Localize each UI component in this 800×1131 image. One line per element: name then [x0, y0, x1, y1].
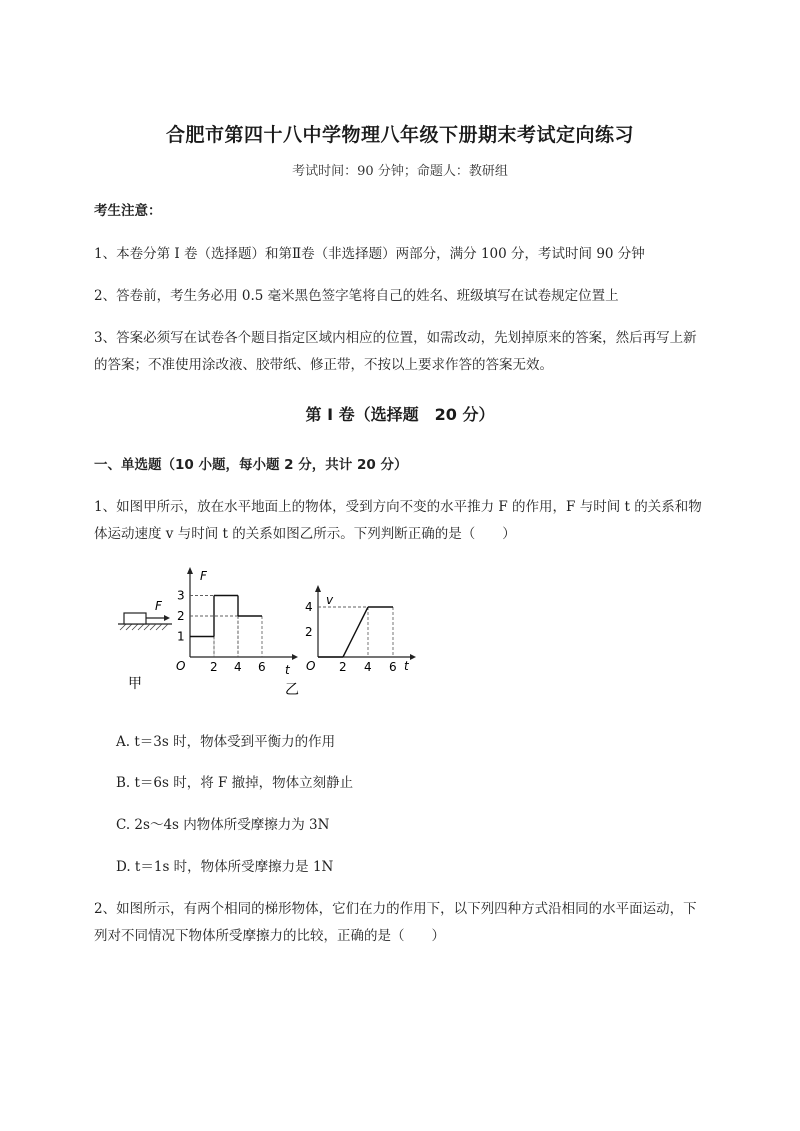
t-axis-label-1: t [285, 663, 290, 677]
origin-label-1: O [176, 659, 186, 673]
v-xtick-label: 4 [364, 660, 372, 674]
section-title: 第 I 卷（选择题 20 分） [305, 405, 495, 424]
notice-heading: 考生注意： [94, 203, 162, 219]
f-axis-label: F [200, 569, 207, 583]
label-yi: 乙 [285, 682, 299, 697]
v-ytick-label: 2 [305, 625, 313, 639]
f-t-graph [176, 567, 298, 677]
v-xtick-label: 2 [339, 660, 347, 674]
option-a[interactable]: A. t＝3s 时，物体受到平衡力的作用 [116, 734, 336, 750]
v-xtick-label: 6 [389, 660, 397, 674]
part-title: 一、单选题（10 小题，每小题 2 分，共计 20 分） [94, 457, 408, 473]
origin-label-2: O [306, 659, 316, 673]
v-axis-label: v [326, 593, 334, 607]
f-xtick-label: 4 [234, 660, 242, 674]
f-ytick-label: 2 [177, 609, 185, 623]
force-label: F [155, 599, 162, 613]
exam-title: 合肥市第四十八中学物理八年级下册期末考试定向练习 [165, 124, 634, 146]
notice-item-1: 1、本卷分第 I 卷（选择题）和第Ⅱ卷（非选择题）两部分，满分 100 分，考试时间 90 分钟 [94, 246, 645, 262]
option-c[interactable]: C. 2s～4s 内物体所受摩擦力为 3N [116, 817, 330, 833]
block-object [124, 613, 146, 624]
f-ytick-label: 1 [177, 629, 185, 644]
question-2-stem: 2、如图所示，有两个相同的梯形物体，它们在力的作用下，以下列四种方式沿相同的水平面运动，下 [94, 901, 697, 917]
option-d[interactable]: D. t＝1s 时，物体所受摩擦力是 1N [116, 859, 334, 875]
f-xtick-label: 6 [258, 660, 266, 674]
exam-subtitle: 考试时间：90 分钟；命题人：教研组 [292, 164, 508, 179]
notice-item-2: 2、答卷前，考生务必用 0.5 毫米黑色签字笔将自己的姓名、班级填写在试卷规定位置上 [94, 288, 619, 304]
notice-item-3-cont: 的答案；不准使用涂改液、胶带纸、修正带，不按以上要求作答的答案无效。 [94, 357, 553, 373]
v-series-segment [343, 607, 368, 657]
f-ytick-label: 3 [177, 588, 185, 603]
label-jia: 甲 [128, 676, 142, 692]
figure-jia [118, 599, 172, 692]
t-axis-label-2: t [404, 659, 409, 673]
question-1-stem: 1、如图甲所示，放在水平地面上的物体，受到方向不变的水平推力 F 的作用，F 与时间 t 的关系和物 [94, 499, 702, 515]
question-2-stem-cont: 列对不同情况下物体所受摩擦力的比较，正确的是（ ） [94, 928, 445, 944]
question-1-figure [112, 562, 422, 697]
v-t-graph [305, 585, 416, 674]
v-ytick-label: 4 [305, 600, 313, 614]
question-1-stem-cont: 体运动速度 v 与时间 t 的关系如图乙所示。下列判断正确的是（ ） [94, 526, 516, 542]
notice-item-3: 3、答案必须写在试卷各个题目指定区域内相应的位置，如需改动，先划掉原来的答案，然后再写上新 [94, 330, 697, 346]
f-xtick-label: 2 [210, 660, 218, 674]
option-b[interactable]: B. t＝6s 时，将 F 撤掉，物体立刻静止 [116, 775, 354, 791]
